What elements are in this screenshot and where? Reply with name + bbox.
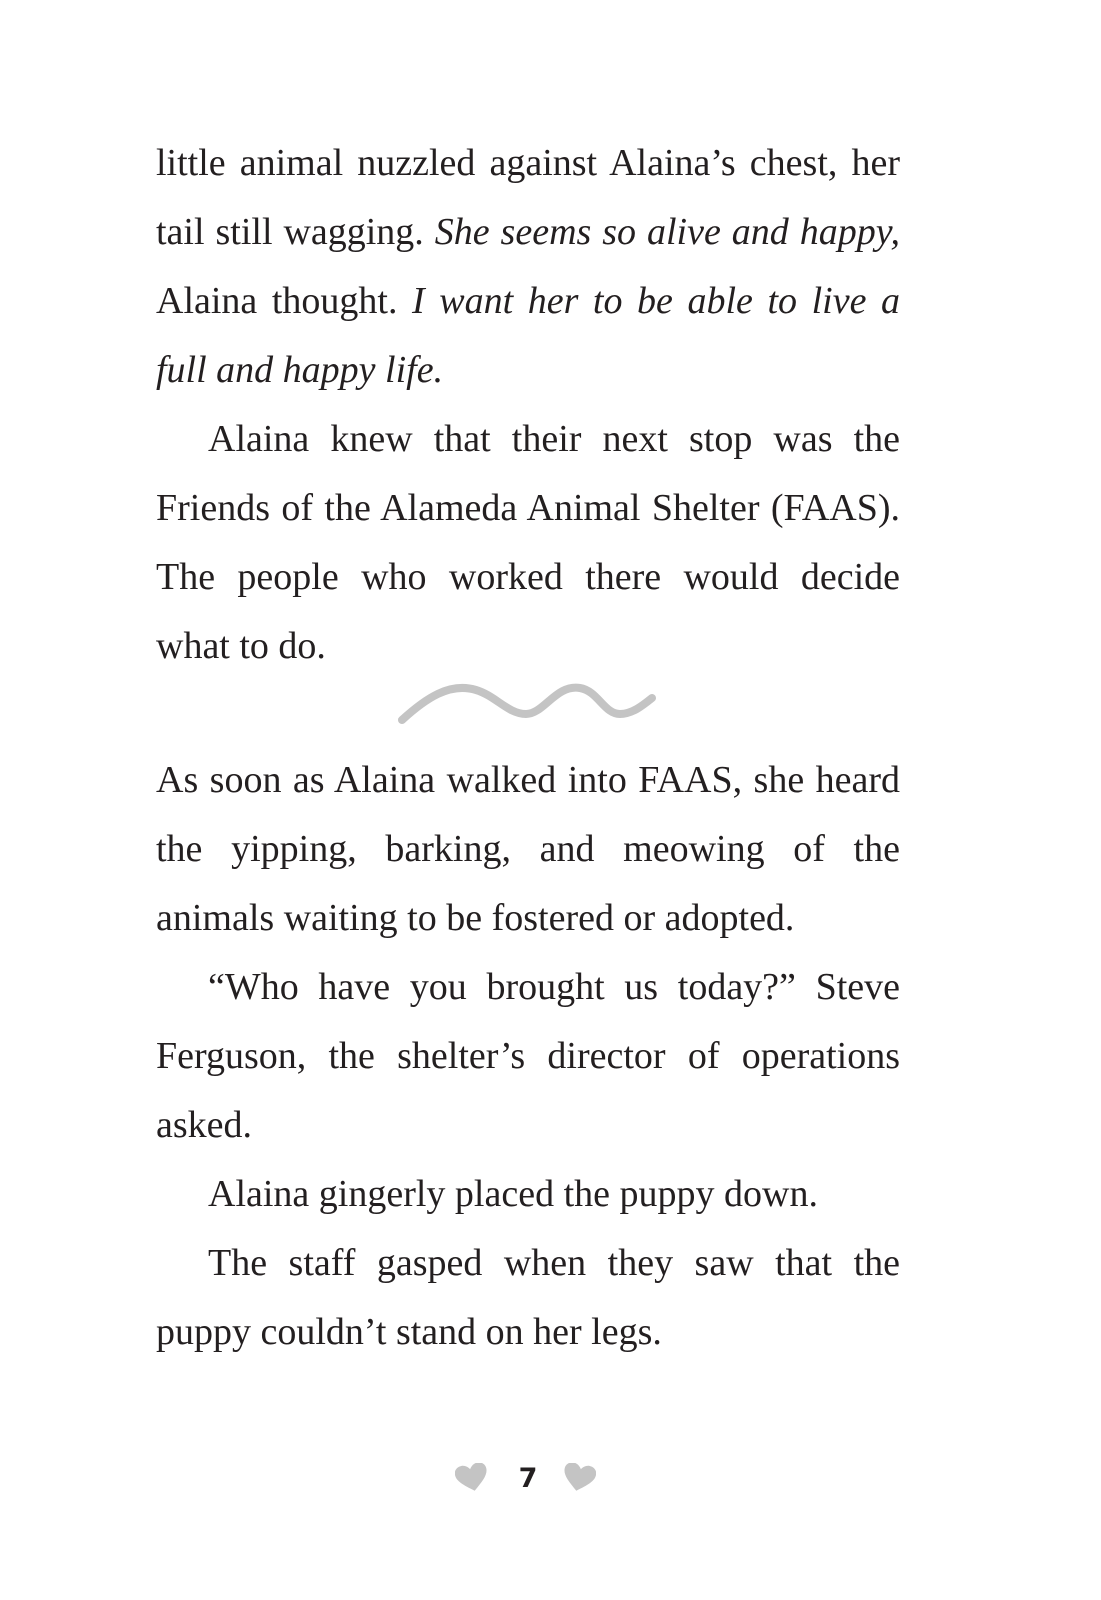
page-number: 7 (518, 1463, 538, 1494)
wave-divider-icon (398, 680, 658, 728)
thought-text: I want her to be able to live a full and happy life. (156, 280, 900, 391)
page-footer (0, 1455, 1101, 1503)
bottom-text-section (156, 746, 900, 1367)
top-text-section (156, 129, 900, 681)
paragraph: As soon as Alaina walked into FAAS, she heard the yipping, barking, and meowing of the animals waiting to be fostered or adopted. (156, 759, 900, 939)
narration-text: little animal nuzzled against Alaina’s chest, her tail still wagging. (156, 142, 900, 253)
heart-icon (562, 1463, 596, 1493)
narration-text: Alaina thought. (156, 280, 413, 322)
heart-icon (455, 1463, 489, 1493)
thought-text: She seems so alive and happy, (434, 211, 900, 253)
paragraph: The staff gasped when they saw that the puppy couldn’t stand on her legs. (156, 1242, 900, 1353)
paragraph: Alaina knew that their next stop was the Friends of the Alameda Animal Shelter (FAAS). The people who worked there would decide what to do. (156, 418, 900, 667)
paragraph-continuation (156, 129, 900, 405)
paragraph: “Who have you brought us today?” Steve Ferguson, the shelter’s director of operations asked. (156, 966, 900, 1146)
paragraph: Alaina gingerly placed the puppy down. (208, 1173, 818, 1215)
